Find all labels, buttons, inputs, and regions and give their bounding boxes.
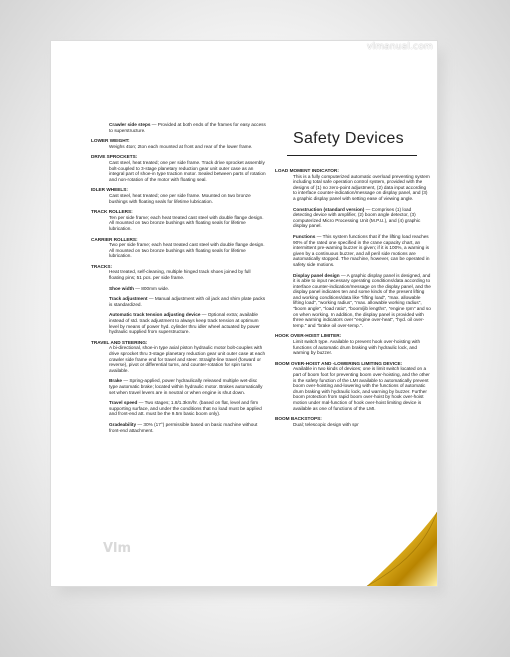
section-text: — Comprises (1) load detecting device with amplifier, (2) boom angle detector, (3) computerized Micro Processing Unit (M.P.U.), and (4) graphic display panel. <box>293 206 421 229</box>
section-text: A bi-directional, shoe-in type axial piston hydraulic motor bolt-couples with drive sprocket thru 3-stage planetary reduction gear unit outer case at each crawler side frame end for travel and steer. Straight-line travel (forward or reverse), pivot or differential turns, and counter-rotation for spin turns available. <box>109 345 266 373</box>
site-watermark: vlmanual.com <box>366 42 433 52</box>
section-heading: DRIVE SPROCKETS: <box>91 154 138 160</box>
section-text: — Manual adjustment with oil jack and shim plate packs is standardized. <box>109 296 266 307</box>
left-section <box>91 422 266 433</box>
right-section <box>275 207 431 229</box>
page-curl-icon <box>357 506 437 586</box>
document-page <box>50 40 438 587</box>
section-text: — Optional extra; available instead of std. track adjustment to always keep track tension at optimum level by means of power hyd. cylinder thru idler wheel actuated by power hydraulic supplied from superstructure. <box>109 312 260 335</box>
section-heading: TRACKS: <box>91 263 113 269</box>
section-heading: Functions <box>293 233 316 239</box>
section-text: This is a fully computerized automatic overload preventing system including total safe operation control system, provided with the designs of (1) no zero-point adjustment, (2) data input according to interface counter-indication/message on display panel, and (3) a graphic display panel with setting ease of viewing angle. <box>293 173 430 201</box>
right-section <box>275 234 431 268</box>
section-text: Limit switch type. Available to prevent hook over-hoisting with functions of automatic drum braking with hydraulic lock, and warning by buzzer. <box>293 339 421 356</box>
section-heading: Automatic track tension adjusting device <box>109 312 201 318</box>
left-section <box>91 312 266 334</box>
section-heading: IDLER WHEELS: <box>91 187 128 193</box>
section-text: — 800mm wide. <box>134 285 170 291</box>
section-heading: Travel speed <box>109 400 138 406</box>
page-title: Safety Devices <box>293 130 404 147</box>
right-section <box>275 333 431 355</box>
left-section <box>91 138 266 149</box>
section-text: — A graphic display panel is designed, and it is able to input necessary operating conditions/data according to interface counter-indication/message on the display panel, and the display panel indicates ten and some kinds of the present lifting and working conditions/data like "lifting load", "max. allowable lifting load", "working radius", "max. allowable working radius", "boom angle", "load ratio", "boom/jib lengths", "engine rpm" and so on when working. In addition, the display panel is provided with three warning indicators over "engine over-heat", "hyd. oil over-temp." and "brake oil over-temp.". <box>293 272 431 328</box>
section-heading: Display panel design <box>293 272 340 278</box>
section-heading: TRAVEL AND STEERING: <box>91 339 148 345</box>
section-text: Dual; telescopic design with spr <box>293 421 359 427</box>
section-text: — 30% (17°) permissible based on basic machine without front-end attachment. <box>109 421 258 433</box>
section-heading: Gradeability <box>109 421 137 427</box>
section-text: Ten per side frame; each heat treated cast steel with double flange design. All mounted on two bronze bushings with floating seals for lifetime lubrication. <box>109 214 264 231</box>
section-heading: Shoe width <box>109 285 134 291</box>
section-text: — This system functions that if the lifting load reaches 90% of the rated one specified in the crane capacity chart, an intermittent pre-warning buzzer is given; if it is 100%, a warning is given by a continuous buzzer, and all peril side motions are automatically stopped. The machine, however, can be operated in safety side motions. <box>293 233 430 267</box>
section-heading: LOWER WEIGHT: <box>91 138 130 144</box>
section-heading: CARRIER ROLLERS: <box>91 236 138 242</box>
section-heading: TRACK ROLLERS: <box>91 209 133 215</box>
left-section <box>91 296 266 307</box>
section-heading: Construction (standard version) <box>293 206 365 212</box>
section-text: Cast steel, heat treated; one per side frame. Mounted on two bronze bushings with floating seals for lifetime lubrication. <box>109 192 251 204</box>
right-section <box>275 273 431 329</box>
section-heading: LOAD MOMENT INDICATOR: <box>275 168 339 173</box>
left-section <box>91 209 266 231</box>
left-section <box>91 340 266 374</box>
right-section <box>275 361 431 411</box>
section-heading: BOOM OVER-HOIST AND -LOWERING LIMITING DEVICE: <box>275 360 403 366</box>
section-heading: BOOM BACKSTOPS: <box>275 416 322 422</box>
right-section <box>275 416 431 427</box>
left-section <box>91 286 266 292</box>
section-text: — Provided at both ends of the frames for easy access to superstructure. <box>109 122 266 133</box>
left-section <box>91 400 266 417</box>
right-column <box>275 163 431 427</box>
right-section <box>275 168 431 202</box>
section-heading: HOOK OVER-HOIST LIMITER: <box>275 333 342 339</box>
section-heading: Crawler side steps <box>109 122 151 127</box>
section-text: — Spring-applied, power hydraulically released multiple wet-disc type automatic brake; located within hydraulic motor. Brakes automatically set when travel levers are in neutral or when engine is shut down. <box>109 378 263 395</box>
left-section <box>91 378 266 395</box>
section-heading: Track adjustment <box>109 296 148 302</box>
bottom-watermark: Vlm <box>103 541 132 556</box>
left-section <box>91 237 266 259</box>
left-section <box>91 122 266 133</box>
section-text: Heat treated, self-cleaning, multiple hinged track shoes joined by full floating pins; 51 pcs. per side frame. <box>109 269 251 281</box>
left-section <box>91 264 266 281</box>
section-text: — Two stages; 1.8/1.3km/hr. (based on flat, level and firm supporting surface, and under the conditions that no load must be applied and front-end att. must be the 9.5m basic boom only). <box>109 400 262 417</box>
section-text: Weighs 4ton; 2ton each mounted at front and rear of the lower frame. <box>109 143 253 149</box>
section-text: Two per side frame; each heat treated cast steel with double flange design. All mounted on two bronze bushings with floating seals for lifetime lubrication. <box>109 242 265 259</box>
section-heading: Brake <box>109 378 123 384</box>
left-section <box>91 154 266 182</box>
left-section <box>91 187 266 204</box>
left-column <box>91 117 266 433</box>
section-text: Available in two kinds of devices; one is limit switch located on a part of boom foot for preventing boom over-hoisting, and the other is the safety function of the LMI available to automatically prevent boom over-hoisting and-lowering with the functions of automatic drum braking with hydraulic lock, and warning by buzzer. Further boom protection from rapid boom over-hoist by hook over-hoist motion under mal-function of hook over-hoist limiting device is available as one of functions of the LMI. <box>293 366 430 411</box>
section-text: Cast steel, heat treated; one per side frame. Track drive sprocket assembly bolt-coupled to 3-stage planetary reduction gear unit outer case as an integral part of shoe-in type traction motor. Sealed between parts of rotation and non-rotation of the motor with floating seal. <box>109 159 266 182</box>
